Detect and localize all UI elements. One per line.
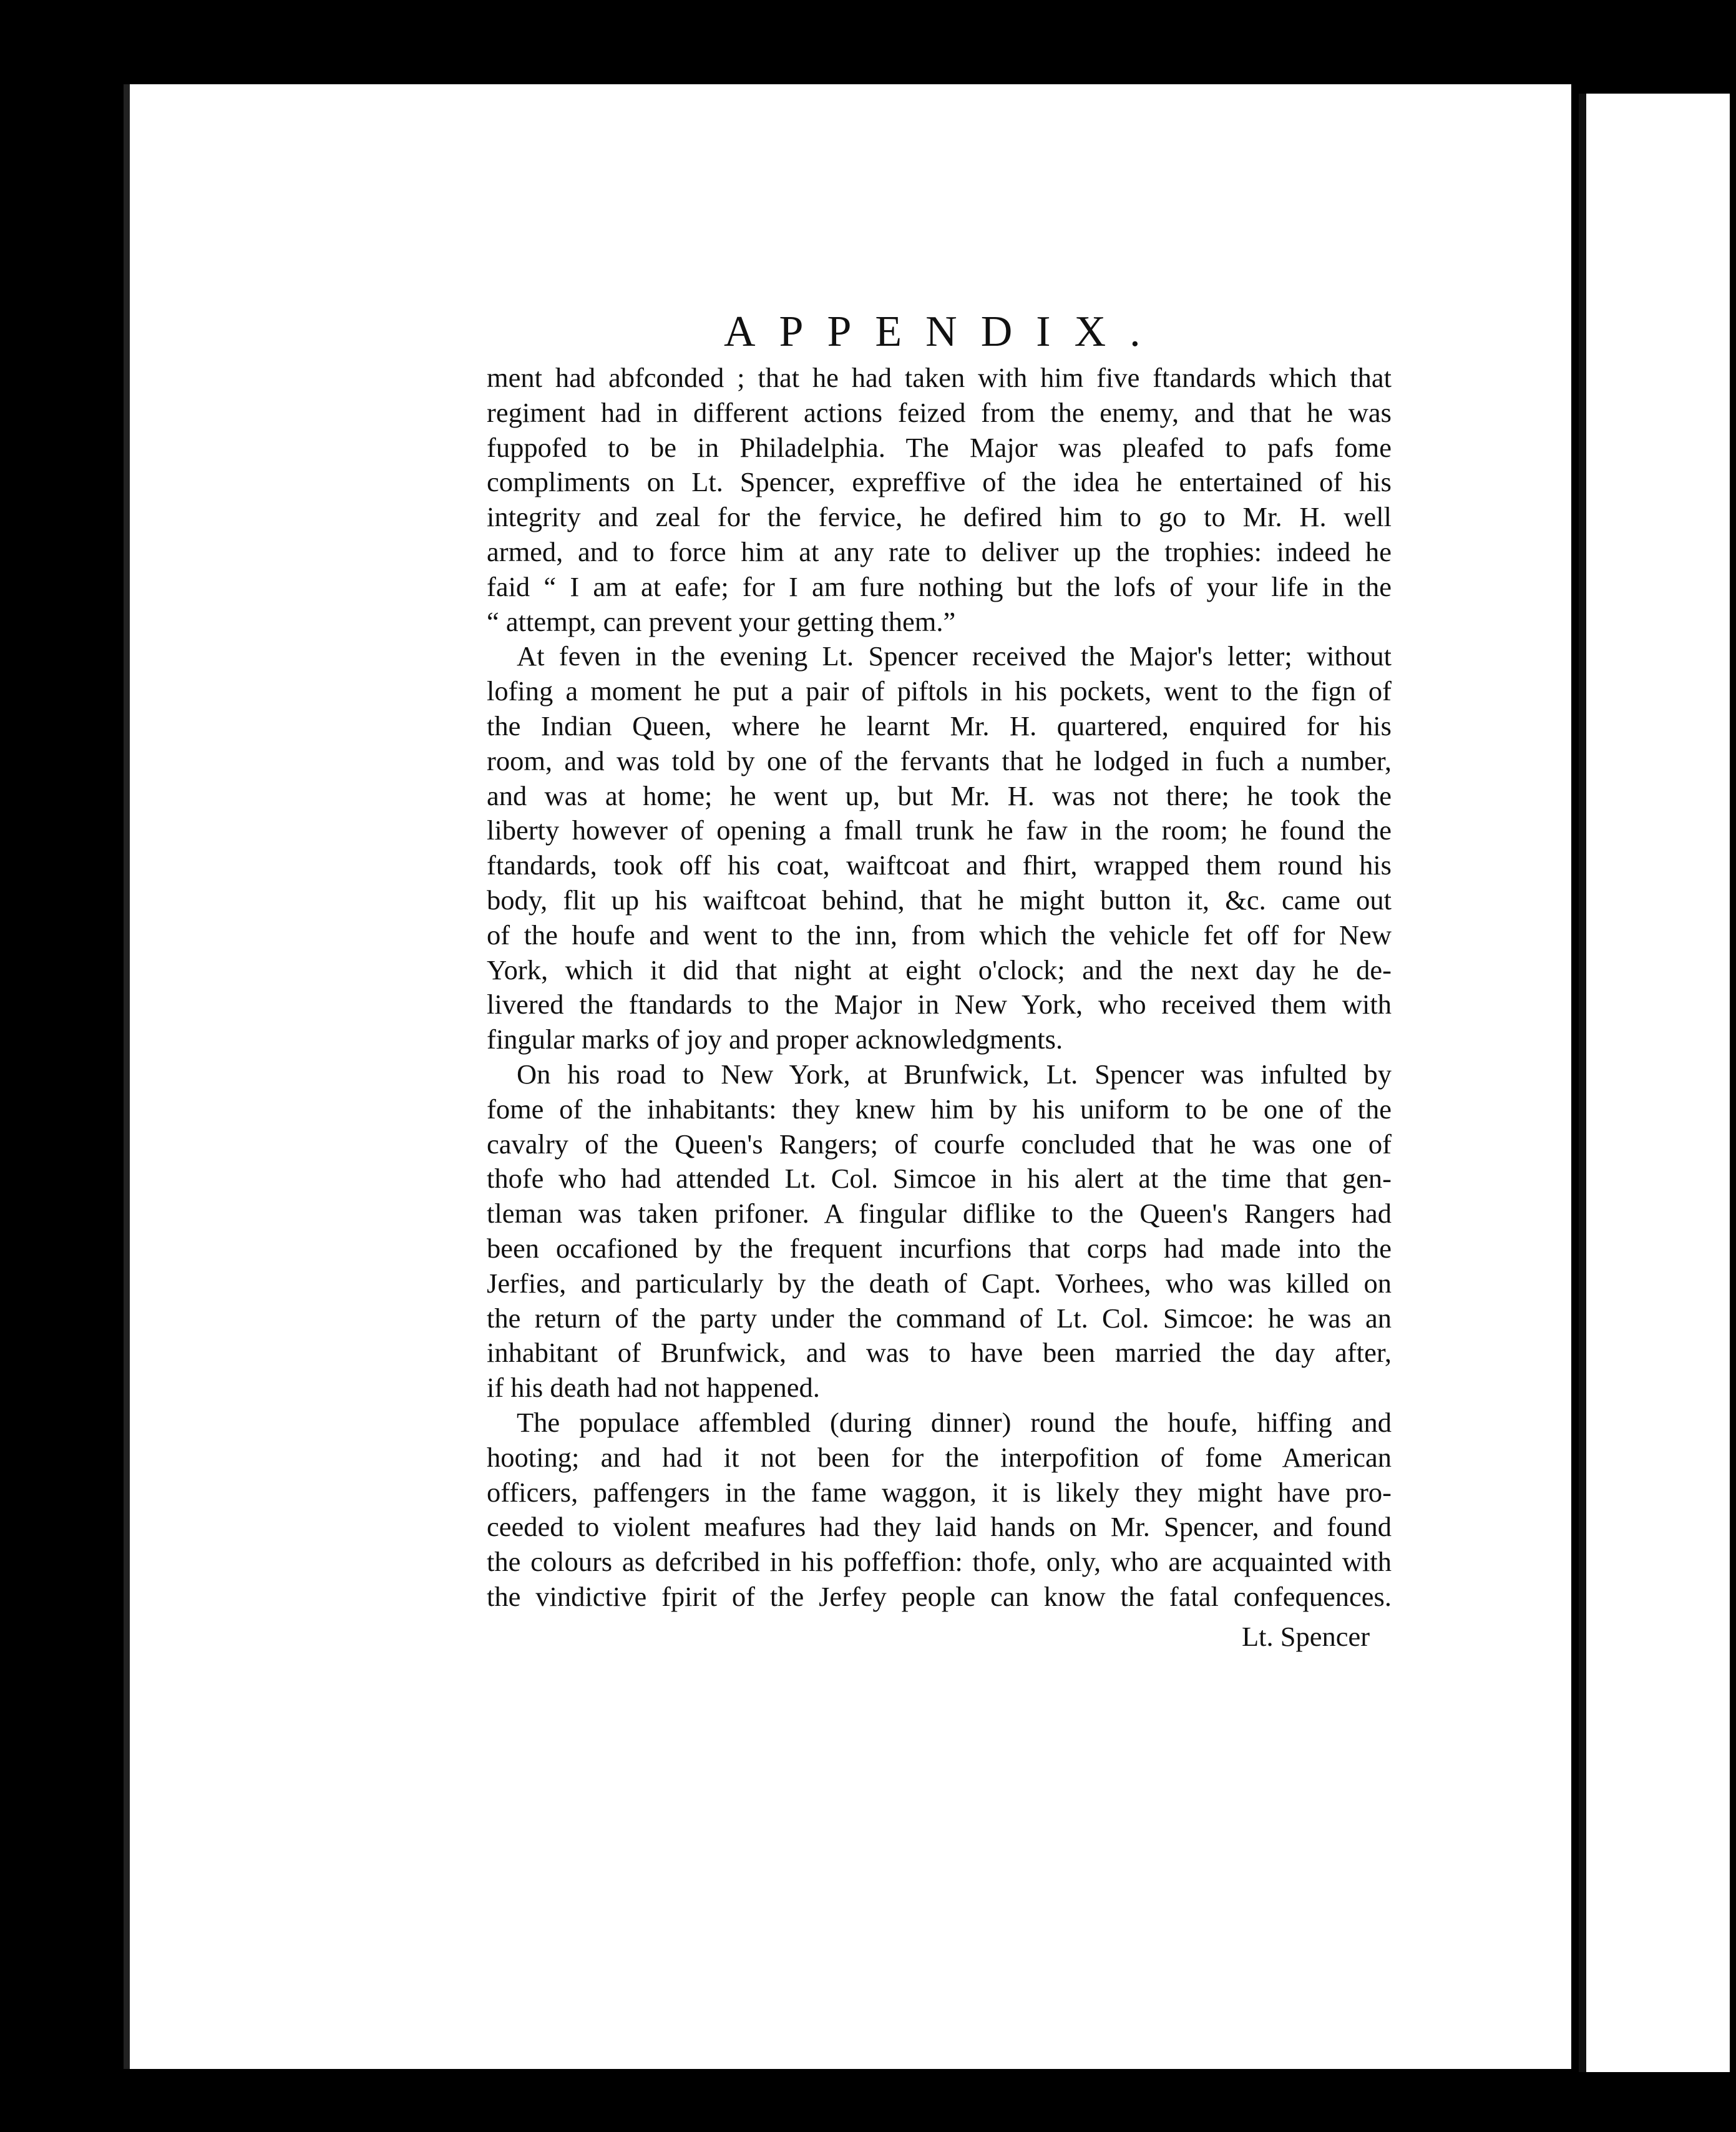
text-line: lofing a moment he put a pair of piftols in his pockets, went to the fign of [487, 675, 1392, 707]
text-line: Jerfies, and particularly by the death of Capt. Vorhees, who was killed on [487, 1267, 1392, 1299]
text-line: livered the ftandards to the Major in New York, who received them with [487, 989, 1392, 1020]
text-line: armed, and to force him at any rate to deliver up the trophies: indeed he [487, 535, 1392, 567]
text-line: faid “ I am at eafe; for I am fure nothing but the lofs of your life in the [487, 570, 1392, 602]
text-line: liberty however of opening a fmall trunk he faw in the room; he found the [487, 814, 1392, 846]
text-line: room, and was told by one of the fervants that he lodged in fuch a number, [487, 745, 1392, 776]
text-line: tleman was taken prifoner. A fingular diflike to the Queen's Rangers had [487, 1198, 1392, 1230]
text-line: ceeded to violent meafures had they laid hands on Mr. Spencer, and found [487, 1511, 1392, 1543]
text-line: body, flit up his waiftcoat behind, that he might button it, &c. came out [487, 884, 1392, 916]
text-line: fingular marks of joy and proper acknowledgments. [487, 1024, 1063, 1055]
text-line: fome of the inhabitants: they knew him by his uniform to be one of the [487, 1093, 1392, 1125]
text-line: On his road to New York, at Brunfwick, Lt. Spencer was infulted by [517, 1058, 1392, 1090]
text-line: compliments on Lt. Spencer, expreffive of the idea he entertained of his [487, 466, 1392, 498]
page-heading: APPENDIX. [724, 308, 1164, 356]
text-line: The populace affembled (during dinner) round the houfe, hiffing and [517, 1406, 1392, 1438]
text-line: At feven in the evening Lt. Spencer received the Major's letter; without [517, 640, 1392, 672]
text-line: York, which it did that night at eight o'clock; and the next day he de- [487, 954, 1392, 985]
catchword: Lt. Spencer [1242, 1621, 1370, 1652]
text-line: been occafioned by the frequent incurfions that corps had made into the [487, 1232, 1392, 1264]
text-line: hooting; and had it not been for the interpofition of fome American [487, 1441, 1392, 1473]
text-line: of the houfe and went to the inn, from which the vehicle fet off for New [487, 919, 1392, 951]
text-line: ftandards, took off his coat, waiftcoat and fhirt, wrapped them round his [487, 849, 1392, 881]
text-line: regiment had in different actions feized from the enemy, and that he was [487, 396, 1392, 428]
text-line: cavalry of the Queen's Rangers; of courfe concluded that he was one of [487, 1128, 1392, 1160]
body-text [487, 361, 1392, 1615]
text-line: “ attempt, can prevent your getting them.” [487, 605, 956, 637]
text-line: and was at home; he went up, but Mr. H. was not there; he took the [487, 780, 1392, 811]
facing-page-edge [1579, 94, 1730, 2072]
text-line: ment had abfconded ; that he had taken with him five ftandards which that [487, 362, 1392, 393]
text-line: integrity and zeal for the fervice, he defired him to go to Mr. H. well [487, 501, 1392, 533]
text-line: the vindictive fpirit of the Jerfey people can know the fatal confequences. [487, 1580, 1392, 1612]
text-line: the colours as defcribed in his poffeffion: thofe, only, who are acquainted with [487, 1546, 1392, 1578]
text-line: the return of the party under the command of Lt. Col. Simcoe: he was an [487, 1302, 1392, 1334]
text-line: the Indian Queen, where he learnt Mr. H. quartered, enquired for his [487, 710, 1392, 741]
scan-left-margin [0, 0, 125, 2132]
text-line: if his death had not happened. [487, 1372, 820, 1404]
text-line: inhabitant of Brunfwick, and was to have been married the day after, [487, 1337, 1392, 1369]
text-line: thofe who had attended Lt. Col. Simcoe in his alert at the time that gen- [487, 1163, 1392, 1195]
text-line: fuppofed to be in Philadelphia. The Major was pleafed to pafs fome [487, 431, 1392, 463]
text-line: officers, paffengers in the fame waggon, it is likely they might have pro- [487, 1476, 1392, 1508]
